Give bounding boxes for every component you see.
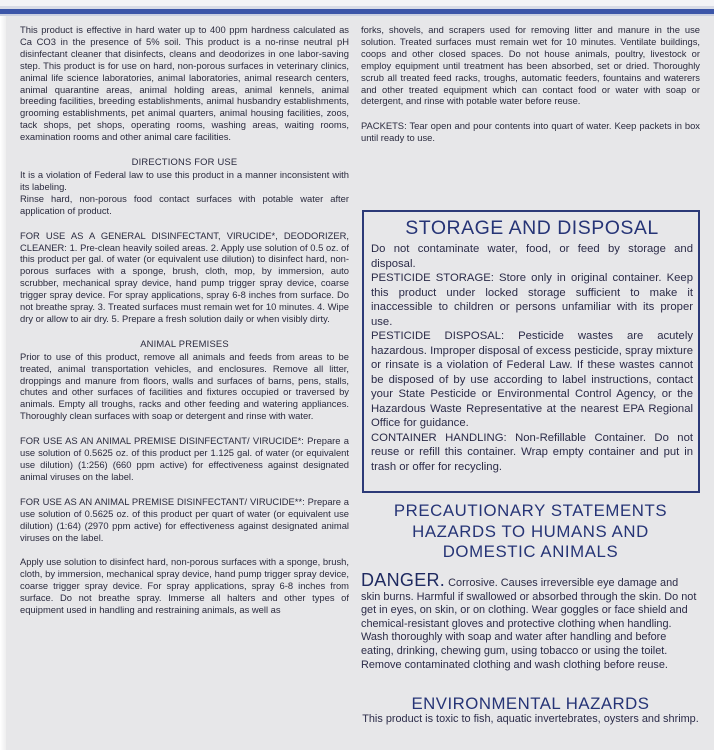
storage-paragraph-3: PESTICIDE DISPOSAL: Pesticide wastes are acutely hazardous. Improper disposal of excess pesticide, spray mixture or rinsate is a violation of Federal Law. If these wastes cannot be disposed of by use according to label instructions, contact your State Pesticide or Environmental Control Agency, or the Hazardous Waste Representative at the nearest EPA Regional Office for guidance. xyxy=(371,330,693,429)
precautionary-heading-line-1: PRECAUTIONARY STATEMENTS xyxy=(393,501,668,520)
storage-paragraph-1: Do not contaminate water, food, or feed by storage and disposal. xyxy=(371,243,693,270)
apply-solution-paragraph: Apply use solution to disinfect hard, non-porous surfaces with a sponge, brush, cloth, by immersion, mechanical spray device, hand pump trigger spray device, coarse trigger spray device. For spray applications, spray 6-8 inches from surface. Do not breathe spray. Immerse all halters and other types of equipment used in handling and restraining animals, as well as xyxy=(20,556,349,616)
directions-paragraph-1: It is a violation of Federal law to use this product in a manner inconsistent with its labeling. xyxy=(20,168,349,192)
directions-heading: DIRECTIONS FOR USE xyxy=(131,156,238,168)
intro-paragraph: This product is effective in hard water up to 400 ppm hardness calculated as Ca CO3 in the presence of 5% soil. This product is a no-rinse neutral pH disinfectant cleaner that disinfects, cleans and deodorizes in one labor-saving step. This product is for use on hard, non-porous surfaces in veterinary clinics, animal life science laboratories, animal laboratories, animal research centers, animal quarantine areas, animal holding areas, animal kennels, animal breeding facilities, breeding establishments, animal husbandry establishments, grooming establishments, pet animal quarters, animal housing facilities, zoos, tack shops, pet shops, operating rooms, washing areas, waiting rooms, examination rooms and other animal care facilities. xyxy=(20,24,349,143)
precautionary-heading-line-3: DOMESTIC ANIMALS xyxy=(442,542,619,561)
premise-disinfectant-paragraph-1: FOR USE AS AN ANIMAL PREMISE DISINFECTANT/ VIRUCIDE*: Prepare a use solution of 0.5625 oz. of this product per 1.125 gal. of water (or equivalent use dilution) (1:256) (660 ppm active) for effectiveness against designated animal viruses on the label. xyxy=(20,435,349,482)
precautionary-heading-line-2: HAZARDS TO HUMANS AND xyxy=(412,521,649,541)
animal-premises-paragraph: Prior to use of this product, remove all animals and feeds from areas to be treated, animal transportation vehicles, and enclosures. Remove all litter, droppings and manure from floors, walls and surfaces of barns, pens, stalls, chutes and other surfaces of facilities and fixtures occupied or traversed by animals. Empty all troughs, racks and other feeding and watering appliances. Thoroughly clean surfaces with soap or detergent and rinse with water. xyxy=(20,350,349,422)
storage-disposal-box xyxy=(362,210,700,493)
danger-text: Corrosive. Causes irreversible eye damage and skin burns. Harmful if swallowed or absorbed through the skin. Do not get in eyes, on skin, or on clothing. Wear goggles or face shield and chemical-resistant gloves and protective clothing when handling. Wash thoroughly with soap and water after handling and before eating, drinking, chewing gum, using tobacco or using the toilet. Remove contaminated clothing and wash clothing before reuse. xyxy=(361,577,697,671)
packets-paragraph: PACKETS: Tear open and pour contents into quart of water. Keep packets in box until ready to use. xyxy=(361,120,700,144)
directions-paragraph-2: Rinse hard, non-porous food contact surfaces with potable water after application of product. xyxy=(20,192,349,216)
environmental-hazards-heading: ENVIRONMENTAL HAZARDS xyxy=(411,694,650,713)
storage-paragraph-2: PESTICIDE STORAGE: Store only in original container. Keep this product under locked storage sufficient to make it inaccessible to children or persons unfamiliar with its proper use. xyxy=(371,272,693,328)
danger-signal-word: DANGER. xyxy=(361,570,446,590)
precautionary-heading xyxy=(361,501,700,563)
storage-paragraph-4: CONTAINER HANDLING: Non-Refillable Container. Do not reuse or refill this container. Wrap empty container and put in trash or offer for recycling. xyxy=(371,431,693,473)
premise-disinfectant-paragraph-2: FOR USE AS AN ANIMAL PREMISE DISINFECTANT/ VIRUCIDE**: Prepare a use solution of 0.5625 oz. of this product per quart of water (or equivalent use dilution) (1:64) (2970 ppm active) for effectiveness against designated animal viruses on the label. xyxy=(20,495,349,543)
environmental-hazards-text: This product is toxic to fish, aquatic invertebrates, oysters and shrimp. xyxy=(362,713,699,725)
animal-premises-heading: ANIMAL PREMISES xyxy=(140,337,229,349)
label-top-edge xyxy=(0,0,714,16)
danger-statement xyxy=(361,570,700,672)
continued-paragraph: forks, shovels, and scrapers used for removing litter and manure in the use solution. Treated surfaces must remain wet for 10 minutes. Ventilate buildings, coops and other closed spaces. Do not house animals, poultry, livestock or employ equipment until treatment has been absorbed, set or dried. Thoroughly scrub all treated feed racks, troughs, automatic feeders, fountains and waterers and other treated equipment which can contact food or water with soap or detergent, and rinse with potable water before reuse. xyxy=(361,24,700,107)
storage-disposal-heading: STORAGE AND DISPOSAL xyxy=(405,217,659,239)
right-column xyxy=(361,24,700,144)
general-use-paragraph: FOR USE AS A GENERAL DISINFECTANT, VIRUCIDE*, DEODORIZER, CLEANER: 1. Pre-clean heavily soiled areas. 2. Apply use solution of 0.5 oz. of this product per gal. of water (or equivalent use dilution) to disinfect hard, non-porous surfaces with a sponge, brush, cloth, mop, by immersion, auto scrubber, mechanical spray device, hand pump trigger spray device, coarse trigger spray device. For spray applications, spray 6-8 inches from surface. Do not breathe spray. 3. Treated surfaces must remain wet for 10 minutes. 4. Wipe dry or allow to air dry. 5. Prepare a fresh solution daily or when visibly dirty. xyxy=(20,229,349,324)
left-column xyxy=(20,24,349,616)
label-left-edge xyxy=(0,16,6,750)
